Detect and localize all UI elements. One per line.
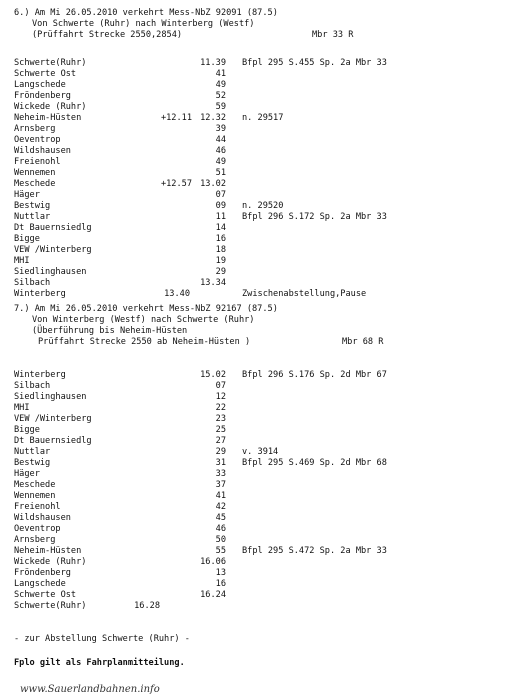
timetable-row — [0, 91, 513, 102]
station-name: Oeventrop — [14, 135, 61, 145]
section2-route: Von Winterberg (Westf) nach Schwerte (Ruhr) — [32, 315, 255, 325]
station-name: Meschede — [14, 480, 56, 490]
station-name: Schwerte Ost — [14, 590, 77, 600]
timetable-row — [0, 502, 513, 513]
timetable-row — [0, 289, 513, 300]
station-name: Wildshausen — [14, 146, 71, 156]
station-name: Nuttlar — [14, 447, 51, 457]
timetable-row — [0, 557, 513, 568]
timetable-row — [0, 146, 513, 157]
station-name: Wickede (Ruhr) — [14, 102, 87, 112]
departure-time: 19 — [215, 256, 226, 266]
departure-time: 07 — [215, 381, 226, 391]
timetable-row — [0, 491, 513, 502]
departure-time: 27 — [215, 436, 226, 446]
row-note: Bfpl 295 S.469 Sp. 2d Mbr 68 — [242, 458, 387, 468]
departure-time: 52 — [215, 91, 226, 101]
departure-time: 13.34 — [200, 278, 226, 288]
timetable-row — [0, 414, 513, 425]
station-name: Wennemen — [14, 168, 56, 178]
station-name: Häger — [14, 469, 40, 479]
departure-time: 16.06 — [200, 557, 226, 567]
departure-time: 33 — [215, 469, 226, 479]
station-name: Schwerte Ost — [14, 69, 77, 79]
timetable-row — [0, 370, 513, 381]
timetable-row — [0, 168, 513, 179]
closing-line2: Fplo gilt als Fahrplanmitteilung. — [14, 658, 185, 668]
station-name: Schwerte(Ruhr) — [14, 601, 87, 611]
station-name: MHI — [14, 256, 30, 266]
departure-time: 12.32 — [200, 113, 226, 123]
departure-time: 12 — [215, 392, 226, 402]
timetable-row — [0, 157, 513, 168]
departure-time: 11 — [215, 212, 226, 222]
departure-time: 13.02 — [200, 179, 226, 189]
departure-time: 31 — [215, 458, 226, 468]
timetable-row — [0, 535, 513, 546]
station-name: Arnsberg — [14, 535, 56, 545]
station-name: Siedlinghausen — [14, 267, 87, 277]
departure-time: 39 — [215, 124, 226, 134]
departure-time: 15.02 — [200, 370, 226, 380]
station-name: Langschede — [14, 579, 66, 589]
section2-title: 7.) Am Mi 26.05.2010 verkehrt Mess-NbZ 92167 (87.5) — [14, 304, 278, 314]
timetable-row — [0, 124, 513, 135]
departure-time: 11.39 — [200, 58, 226, 68]
timetable-row — [0, 392, 513, 403]
row-note: Zwischenabstellung,Pause — [242, 289, 367, 299]
departure-time: 13 — [215, 568, 226, 578]
section1-mbr: Mbr 33 R — [312, 30, 354, 40]
departure-time: 49 — [215, 80, 226, 90]
timetable-row — [0, 458, 513, 469]
timetable-row — [0, 245, 513, 256]
station-name: Siedlinghausen — [14, 392, 87, 402]
station-name: Winterberg — [14, 370, 66, 380]
station-name: Bigge — [14, 234, 40, 244]
station-name: Winterberg — [14, 289, 66, 299]
row-note: n. 29517 — [242, 113, 284, 123]
station-name: Neheim-Hüsten — [14, 546, 82, 556]
footer-website: www.Sauerlandbahnen.info — [20, 684, 160, 695]
timetable-row — [0, 58, 513, 69]
departure-time: 29 — [215, 267, 226, 277]
station-name: Bigge — [14, 425, 40, 435]
departure-time: 16 — [215, 579, 226, 589]
departure-time: 41 — [215, 491, 226, 501]
departure-time: 09 — [215, 201, 226, 211]
timetable-row — [0, 69, 513, 80]
station-name: Silbach — [14, 381, 51, 391]
departure-time: 16 — [215, 234, 226, 244]
arrival-time: 16.28 — [134, 601, 160, 611]
departure-time: 46 — [215, 146, 226, 156]
station-name: Silbach — [14, 278, 51, 288]
station-name: Wennemen — [14, 491, 56, 501]
departure-time: 59 — [215, 102, 226, 112]
departure-time: 29 — [215, 447, 226, 457]
closing-line1: - zur Abstellung Schwerte (Ruhr) - — [14, 634, 190, 644]
timetable-row — [0, 546, 513, 557]
departure-time: 14 — [215, 223, 226, 233]
timetable-row — [0, 601, 513, 612]
departure-time: 42 — [215, 502, 226, 512]
departure-time: 18 — [215, 245, 226, 255]
station-name: Fröndenberg — [14, 91, 71, 101]
row-note: Bfpl 296 S.172 Sp. 2a Mbr 33 — [242, 212, 387, 222]
departure-time: 25 — [215, 425, 226, 435]
station-name: Bestwig — [14, 458, 51, 468]
timetable-row — [0, 568, 513, 579]
section1-route: Von Schwerte (Ruhr) nach Winterberg (Westf) — [32, 19, 255, 29]
timetable-row — [0, 80, 513, 91]
station-name: Schwerte(Ruhr) — [14, 58, 87, 68]
departure-time: 41 — [215, 69, 226, 79]
station-name: Dt Bauernsiedlg — [14, 223, 92, 233]
timetable-row — [0, 524, 513, 535]
departure-time: 22 — [215, 403, 226, 413]
section1-note: (Prüffahrt Strecke 2550,2854) — [32, 30, 183, 40]
timetable-row — [0, 579, 513, 590]
timetable-row — [0, 381, 513, 392]
departure-time: 51 — [215, 168, 226, 178]
station-name: Langschede — [14, 80, 66, 90]
timetable-row — [0, 190, 513, 201]
arrival-time: 13.40 — [164, 289, 190, 299]
row-note: v. 3914 — [242, 447, 279, 457]
station-name: Oeventrop — [14, 524, 61, 534]
timetable-row — [0, 403, 513, 414]
departure-time: 44 — [215, 135, 226, 145]
station-name: Freienohl — [14, 502, 61, 512]
timetable-row — [0, 234, 513, 245]
timetable-row — [0, 179, 513, 190]
timetable-row — [0, 102, 513, 113]
section2-mbr: Mbr 68 R — [342, 337, 384, 347]
timetable-row — [0, 278, 513, 289]
station-name: Wickede (Ruhr) — [14, 557, 87, 567]
timetable-row — [0, 480, 513, 491]
station-name: Nuttlar — [14, 212, 51, 222]
departure-time: 37 — [215, 480, 226, 490]
row-note: Bfpl 295 S.472 Sp. 2a Mbr 33 — [242, 546, 387, 556]
section1-title: 6.) Am Mi 26.05.2010 verkehrt Mess-NbZ 92091 (87.5) — [14, 8, 278, 18]
station-name: Fröndenberg — [14, 568, 71, 578]
timetable-row — [0, 267, 513, 278]
station-name: Häger — [14, 190, 40, 200]
station-name: VEW /Winterberg — [14, 414, 92, 424]
timetable-row — [0, 135, 513, 146]
departure-time: 50 — [215, 535, 226, 545]
station-name: Arnsberg — [14, 124, 56, 134]
departure-time: 49 — [215, 157, 226, 167]
timetable-row — [0, 590, 513, 601]
timetable-row — [0, 223, 513, 234]
station-name: Freienohl — [14, 157, 61, 167]
timetable-row — [0, 447, 513, 458]
timetable-row — [0, 436, 513, 447]
station-name: Dt Bauernsiedlg — [14, 436, 92, 446]
row-note: Bfpl 296 S.176 Sp. 2d Mbr 67 — [242, 370, 387, 380]
timetable-row — [0, 256, 513, 267]
departure-time: 46 — [215, 524, 226, 534]
departure-time: 45 — [215, 513, 226, 523]
station-name: MHI — [14, 403, 30, 413]
station-name: Meschede — [14, 179, 56, 189]
section2-note: (Überführung bis Neheim-Hüsten — [32, 326, 188, 336]
departure-time: 23 — [215, 414, 226, 424]
timetable-row — [0, 513, 513, 524]
station-name: Wildshausen — [14, 513, 71, 523]
station-name: Neheim-Hüsten — [14, 113, 82, 123]
departure-time: 07 — [215, 190, 226, 200]
timetable-row — [0, 113, 513, 124]
arrival-time: +12.57 — [160, 179, 192, 189]
row-note: n. 29520 — [242, 201, 284, 211]
departure-time: 16.24 — [200, 590, 226, 600]
row-note: Bfpl 295 S.455 Sp. 2a Mbr 33 — [242, 58, 387, 68]
station-name: VEW /Winterberg — [14, 245, 92, 255]
station-name: Bestwig — [14, 201, 51, 211]
departure-time: 55 — [215, 546, 226, 556]
timetable-row — [0, 212, 513, 223]
arrival-time: +12.11 — [160, 113, 192, 123]
timetable-row — [0, 469, 513, 480]
timetable-row — [0, 201, 513, 212]
section2-note2: Prüffahrt Strecke 2550 ab Neheim-Hüsten ) — [38, 337, 251, 347]
timetable-row — [0, 425, 513, 436]
